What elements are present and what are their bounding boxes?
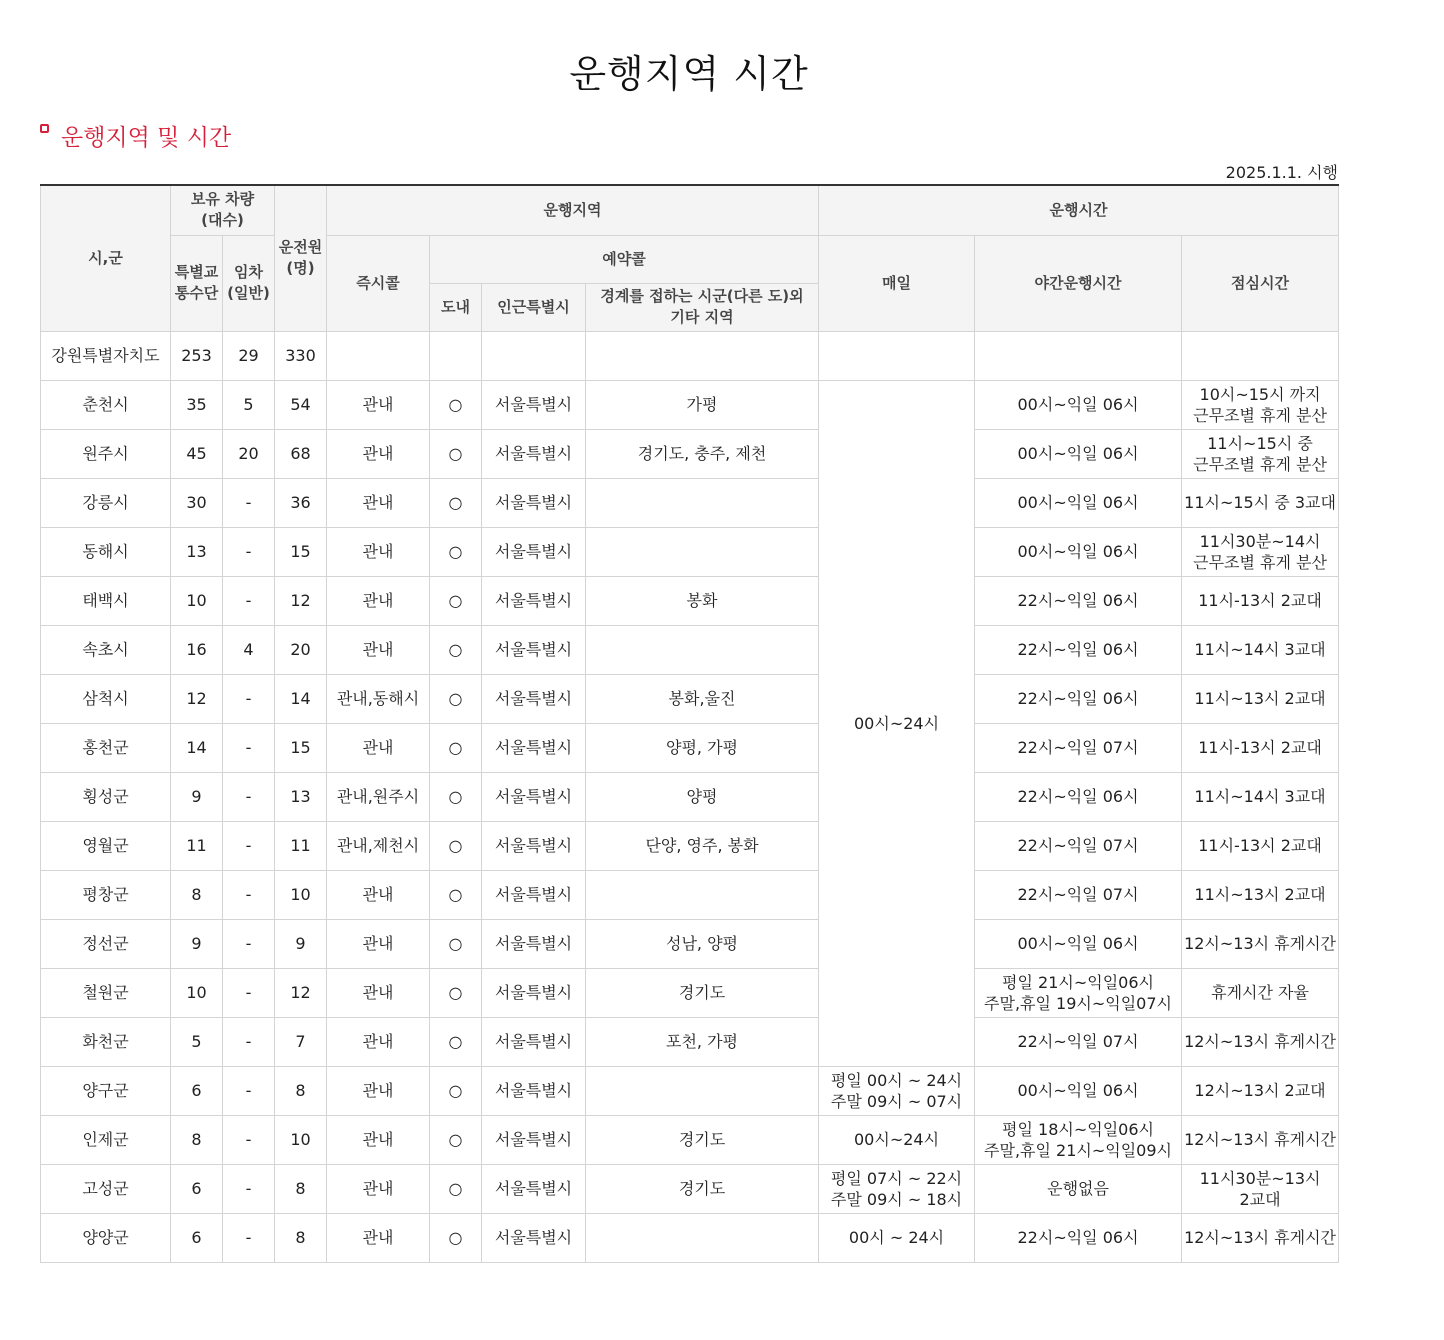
cell-special: 9 [171,919,223,968]
cell-lunch: 12시~13시 휴게시간 [1182,1115,1339,1164]
cell-in-province: ○ [430,429,482,478]
cell-instant: 관내 [327,1017,430,1066]
cell-rental: - [223,723,275,772]
cell-in-province: ○ [430,723,482,772]
cell-special: 6 [171,1066,223,1115]
cell-rental: - [223,1164,275,1213]
cell-drivers: 20 [275,625,327,674]
total-row [41,331,1339,380]
cell-in-province: ○ [430,380,482,429]
cell-special: 14 [171,723,223,772]
cell-lunch: 11시~14시 3교대 [1182,625,1339,674]
header-rental: 임차 (일반) [223,235,275,331]
cell-border: 성남, 양평 [586,919,819,968]
cell-region: 인제군 [41,1115,171,1164]
cell-night: 평일 18시~익일06시 주말,휴일 21시~익일09시 [975,1115,1182,1164]
table-row [41,870,1339,919]
cell-lunch: 11시30분~14시 근무조별 휴게 분산 [1182,527,1339,576]
cell-instant: 관내 [327,527,430,576]
cell-lunch: 11시30분~13시 2교대 [1182,1164,1339,1213]
cell-night: 00시~익일 06시 [975,919,1182,968]
cell-instant: 관내 [327,1164,430,1213]
cell-special: 35 [171,380,223,429]
cell-drivers: 9 [275,919,327,968]
effective-date: 2025.1.1. 시행 [1225,163,1338,182]
cell-night: 22시~익일 06시 [975,625,1182,674]
table-row [41,723,1339,772]
cell-lunch: 11시~15시 중 근무조별 휴게 분산 [1182,429,1339,478]
cell-region: 양양군 [41,1213,171,1262]
cell-daily: 평일 00시 ~ 24시 주말 09시 ~ 07시 [819,1066,975,1115]
cell-region: 춘천시 [41,380,171,429]
table-row [41,1213,1339,1262]
cell-instant: 관내,원주시 [327,772,430,821]
header-service-area: 운행지역 [327,185,819,235]
cell-border [586,331,819,380]
cell-region: 평창군 [41,870,171,919]
cell-region: 태백시 [41,576,171,625]
cell-lunch: 10시~15시 까지 근무조별 휴게 분산 [1182,380,1339,429]
cell-region: 철원군 [41,968,171,1017]
cell-lunch: 12시~13시 휴게시간 [1182,919,1339,968]
cell-special: 12 [171,674,223,723]
cell-border [586,625,819,674]
table-row [41,674,1339,723]
cell-metro: 서울특별시 [482,772,586,821]
cell-daily: 평일 07시 ~ 22시 주말 09시 ~ 18시 [819,1164,975,1213]
cell-border [586,527,819,576]
cell-metro: 서울특별시 [482,380,586,429]
cell-rental: - [223,919,275,968]
cell-special: 6 [171,1164,223,1213]
cell-border: 봉화 [586,576,819,625]
cell-metro: 서울특별시 [482,919,586,968]
cell-instant: 관내 [327,723,430,772]
cell-instant: 관내 [327,380,430,429]
cell-rental: - [223,478,275,527]
cell-metro: 서울특별시 [482,821,586,870]
cell-in-province: ○ [430,1115,482,1164]
cell-in-province: ○ [430,674,482,723]
cell-region: 강릉시 [41,478,171,527]
cell-rental: - [223,1213,275,1262]
cell-rental: - [223,576,275,625]
schedule-table [40,184,1339,1263]
cell-lunch: 12시~13시 2교대 [1182,1066,1339,1115]
header-service-time: 운행시간 [819,185,1339,235]
cell-metro: 서울특별시 [482,527,586,576]
header-vehicles: 보유 차량 (대수) [171,185,275,235]
cell-drivers: 13 [275,772,327,821]
cell-region: 원주시 [41,429,171,478]
cell-instant: 관내 [327,576,430,625]
cell-region: 동해시 [41,527,171,576]
cell-night: 22시~익일 06시 [975,674,1182,723]
cell-special: 11 [171,821,223,870]
cell-drivers: 15 [275,527,327,576]
cell-drivers: 68 [275,429,327,478]
cell-in-province: ○ [430,478,482,527]
cell-rental: - [223,968,275,1017]
section-title-label: 운행지역 및 시간 [61,124,232,151]
cell-instant: 관내 [327,1213,430,1262]
cell-daily: 00시~24시 [819,1115,975,1164]
table-row [41,380,1339,429]
cell-metro [482,331,586,380]
cell-in-province: ○ [430,772,482,821]
cell-special: 9 [171,772,223,821]
cell-rental: - [223,870,275,919]
header-region: 시,군 [41,185,171,331]
header-instant: 즉시콜 [327,235,430,331]
cell-region: 강원특별자치도 [41,331,171,380]
cell-instant: 관내 [327,1115,430,1164]
cell-in-province: ○ [430,527,482,576]
table-body [41,331,1339,1262]
cell-night: 00시~익일 06시 [975,1066,1182,1115]
cell-special: 13 [171,527,223,576]
cell-instant [327,331,430,380]
cell-instant: 관내 [327,870,430,919]
cell-drivers: 12 [275,576,327,625]
cell-metro: 서울특별시 [482,1164,586,1213]
cell-daily [819,331,975,380]
table-row [41,1017,1339,1066]
table-row [41,625,1339,674]
table-row [41,772,1339,821]
cell-daily: 00시 ~ 24시 [819,1213,975,1262]
cell-drivers: 330 [275,331,327,380]
cell-night: 22시~익일 07시 [975,870,1182,919]
cell-instant: 관내 [327,478,430,527]
cell-night: 22시~익일 06시 [975,1213,1182,1262]
cell-region: 정선군 [41,919,171,968]
cell-special: 253 [171,331,223,380]
cell-drivers: 8 [275,1213,327,1262]
cell-night: 22시~익일 07시 [975,1017,1182,1066]
cell-border: 가평 [586,380,819,429]
header-lunch: 점심시간 [1182,235,1339,331]
cell-metro: 서울특별시 [482,968,586,1017]
table-row [41,1164,1339,1213]
cell-instant: 관내 [327,1066,430,1115]
cell-rental: 5 [223,380,275,429]
cell-rental: - [223,772,275,821]
cell-metro: 서울특별시 [482,870,586,919]
cell-in-province: ○ [430,1213,482,1262]
cell-night: 22시~익일 07시 [975,821,1182,870]
cell-in-province: ○ [430,625,482,674]
section-bullet-icon [40,124,49,133]
cell-instant: 관내 [327,919,430,968]
cell-instant: 관내 [327,429,430,478]
cell-drivers: 10 [275,1115,327,1164]
table-row [41,478,1339,527]
header-reservation: 예약콜 [430,235,819,283]
cell-metro: 서울특별시 [482,1066,586,1115]
cell-lunch [1182,331,1339,380]
cell-special: 8 [171,1115,223,1164]
cell-rental: 29 [223,331,275,380]
cell-rental: - [223,1066,275,1115]
cell-in-province: ○ [430,870,482,919]
cell-border: 단양, 영주, 봉화 [586,821,819,870]
cell-lunch: 11시-13시 2교대 [1182,576,1339,625]
header-daily: 매일 [819,235,975,331]
cell-rental: - [223,674,275,723]
cell-lunch: 12시~13시 휴게시간 [1182,1017,1339,1066]
cell-lunch: 11시~14시 3교대 [1182,772,1339,821]
cell-night: 00시~익일 06시 [975,527,1182,576]
cell-rental: - [223,527,275,576]
cell-border [586,870,819,919]
cell-region: 홍천군 [41,723,171,772]
cell-in-province: ○ [430,919,482,968]
page-title: 운행지역 시간 [569,52,809,97]
cell-drivers: 36 [275,478,327,527]
cell-special: 5 [171,1017,223,1066]
cell-border [586,1066,819,1115]
table-row [41,968,1339,1017]
cell-special: 8 [171,870,223,919]
cell-instant: 관내,동해시 [327,674,430,723]
cell-drivers: 54 [275,380,327,429]
cell-night [975,331,1182,380]
cell-drivers: 15 [275,723,327,772]
cell-daily-merged: 00시~24시 [819,380,975,1066]
table-row [41,576,1339,625]
cell-rental: - [223,1115,275,1164]
cell-region: 속초시 [41,625,171,674]
cell-instant: 관내 [327,968,430,1017]
cell-special: 6 [171,1213,223,1262]
cell-border: 경기도, 충주, 제천 [586,429,819,478]
cell-metro: 서울특별시 [482,723,586,772]
cell-lunch: 11시-13시 2교대 [1182,723,1339,772]
cell-night: 22시~익일 07시 [975,723,1182,772]
cell-in-province: ○ [430,1066,482,1115]
cell-border: 경기도 [586,1164,819,1213]
cell-rental: - [223,1017,275,1066]
cell-lunch: 11시~15시 중 3교대 [1182,478,1339,527]
cell-region: 양구군 [41,1066,171,1115]
cell-lunch: 휴게시간 자율 [1182,968,1339,1017]
cell-border: 봉화,울진 [586,674,819,723]
cell-metro: 서울특별시 [482,478,586,527]
cell-drivers: 8 [275,1164,327,1213]
table-row [41,919,1339,968]
cell-border: 경기도 [586,968,819,1017]
cell-night: 00시~익일 06시 [975,478,1182,527]
cell-special: 30 [171,478,223,527]
cell-drivers: 10 [275,870,327,919]
header-night: 야간운행시간 [975,235,1182,331]
cell-instant: 관내 [327,625,430,674]
cell-region: 영월군 [41,821,171,870]
cell-metro: 서울특별시 [482,1213,586,1262]
cell-in-province: ○ [430,576,482,625]
cell-night: 00시~익일 06시 [975,429,1182,478]
cell-night: 00시~익일 06시 [975,380,1182,429]
cell-metro: 서울특별시 [482,1115,586,1164]
table-row [41,1066,1339,1115]
cell-special: 10 [171,576,223,625]
header-nearby-metro: 인근특별시 [482,283,586,331]
cell-metro: 서울특별시 [482,625,586,674]
table-row [41,527,1339,576]
cell-night: 22시~익일 06시 [975,576,1182,625]
table-row [41,429,1339,478]
cell-lunch: 12시~13시 휴게시간 [1182,1213,1339,1262]
cell-lunch: 11시-13시 2교대 [1182,821,1339,870]
table-row [41,821,1339,870]
cell-metro: 서울특별시 [482,576,586,625]
cell-in-province: ○ [430,968,482,1017]
cell-region: 횡성군 [41,772,171,821]
section-title [40,118,231,152]
cell-rental: 4 [223,625,275,674]
cell-region: 삼척시 [41,674,171,723]
cell-drivers: 14 [275,674,327,723]
cell-border [586,478,819,527]
header-in-province: 도내 [430,283,482,331]
cell-drivers: 7 [275,1017,327,1066]
cell-in-province [430,331,482,380]
cell-night: 22시~익일 06시 [975,772,1182,821]
header-border-area: 경계를 접하는 시군(다른 도)외 기타 지역 [586,283,819,331]
cell-drivers: 8 [275,1066,327,1115]
cell-night: 운행없음 [975,1164,1182,1213]
cell-instant: 관내,제천시 [327,821,430,870]
cell-special: 16 [171,625,223,674]
header-special: 특별교 통수단 [171,235,223,331]
cell-region: 고성군 [41,1164,171,1213]
cell-border: 포천, 가평 [586,1017,819,1066]
cell-border: 양평, 가평 [586,723,819,772]
cell-metro: 서울특별시 [482,674,586,723]
cell-drivers: 12 [275,968,327,1017]
cell-night: 평일 21시~익일06시 주말,휴일 19시~익일07시 [975,968,1182,1017]
cell-special: 10 [171,968,223,1017]
cell-rental: - [223,821,275,870]
cell-border: 경기도 [586,1115,819,1164]
cell-region: 화천군 [41,1017,171,1066]
cell-in-province: ○ [430,1164,482,1213]
cell-drivers: 11 [275,821,327,870]
cell-lunch: 11시~13시 2교대 [1182,870,1339,919]
cell-lunch: 11시~13시 2교대 [1182,674,1339,723]
cell-in-province: ○ [430,821,482,870]
cell-metro: 서울특별시 [482,429,586,478]
cell-in-province: ○ [430,1017,482,1066]
cell-border [586,1213,819,1262]
table-row [41,1115,1339,1164]
cell-metro: 서울특별시 [482,1017,586,1066]
header-drivers: 운전원 (명) [275,185,327,331]
cell-border: 양평 [586,772,819,821]
cell-special: 45 [171,429,223,478]
cell-rental: 20 [223,429,275,478]
